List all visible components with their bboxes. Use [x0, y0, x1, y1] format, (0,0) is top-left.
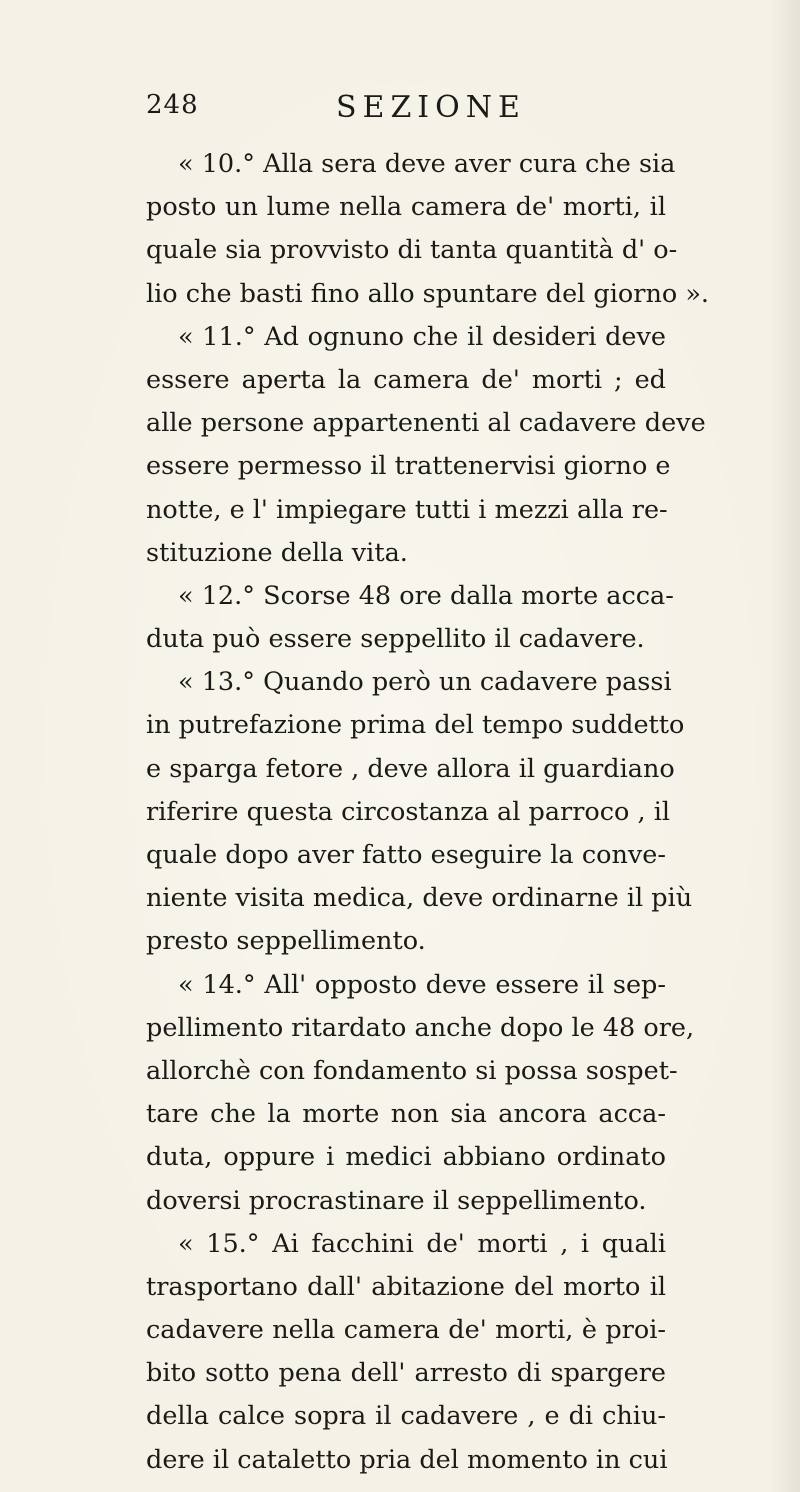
text-line: e sparga fetore , deve allora il guardiano — [146, 753, 675, 784]
text-line: tare che la morte non sia ancora acca- — [146, 1099, 666, 1130]
text-line: stituzione della vita. — [146, 537, 408, 568]
text-line: « 14.° All' opposto deve essere il sep- — [178, 969, 666, 1000]
text-line: doversi procrastinare il seppellimento. — [146, 1185, 647, 1216]
text-line: « 12.° Scorse 48 ore dalla morte acca- — [178, 580, 674, 611]
text-line: « 13.° Quando però un cadavere passi — [178, 667, 672, 698]
text-line: « 15.° Ai facchini de' morti , i quali — [178, 1228, 666, 1259]
text-line: quale sia provvisto di tanta quantità d' o- — [146, 235, 678, 266]
text-line: niente visita medica, deve ordinarne il più — [146, 883, 693, 914]
text-line: essere permesso il trattenervisi giorno e — [146, 451, 671, 482]
text-line: della calce sopra il cadavere , e di chiu- — [146, 1401, 666, 1432]
text-line: lio che basti fino allo spuntare del giorno ». — [146, 278, 710, 309]
text-line: « 11.° Ad ognuno che il desideri deve — [178, 321, 666, 352]
text-line: posto un lume nella camera de' morti, il — [146, 192, 666, 223]
page-header — [146, 90, 616, 130]
text-line: bito sotto pena dell' arresto di spargere — [146, 1358, 666, 1389]
text-line: trasportano dall' abitazione del morto il — [146, 1271, 666, 1302]
page-edge-shadow — [770, 0, 800, 1492]
text-line: essere aperta la camera de' morti ; ed — [146, 364, 666, 395]
text-line: duta, oppure i medici abbiano ordinato — [146, 1142, 666, 1173]
text-line: dere il cataletto pria del momento in cui — [146, 1444, 668, 1475]
text-line: pellimento ritardato anche dopo le 48 ore, — [146, 1012, 695, 1043]
text-line: quale dopo aver fatto eseguire la conve- — [146, 840, 666, 870]
page-number: 248 — [146, 90, 199, 120]
text-line: cadavere nella camera de' morti, è proi- — [146, 1315, 666, 1346]
text-line: presto seppellimento. — [146, 926, 426, 957]
text-line: allorchè con fondamento si possa sospet- — [146, 1055, 678, 1086]
text-line: alle persone appartenenti al cadavere deve — [146, 408, 706, 439]
body-text — [146, 143, 710, 1482]
text-line: « 10.° Alla sera deve aver cura che sia — [178, 149, 676, 179]
text-line: in putrefazione prima del tempo suddetto — [146, 710, 685, 741]
running-head: SEZIONE — [336, 90, 526, 125]
text-line: notte, e l' impiegare tutti i mezzi alla re- — [146, 494, 668, 525]
text-line: duta può essere seppellito il cadavere. — [146, 624, 645, 655]
text-line: riferire questa circostanza al parroco , il — [146, 796, 671, 827]
